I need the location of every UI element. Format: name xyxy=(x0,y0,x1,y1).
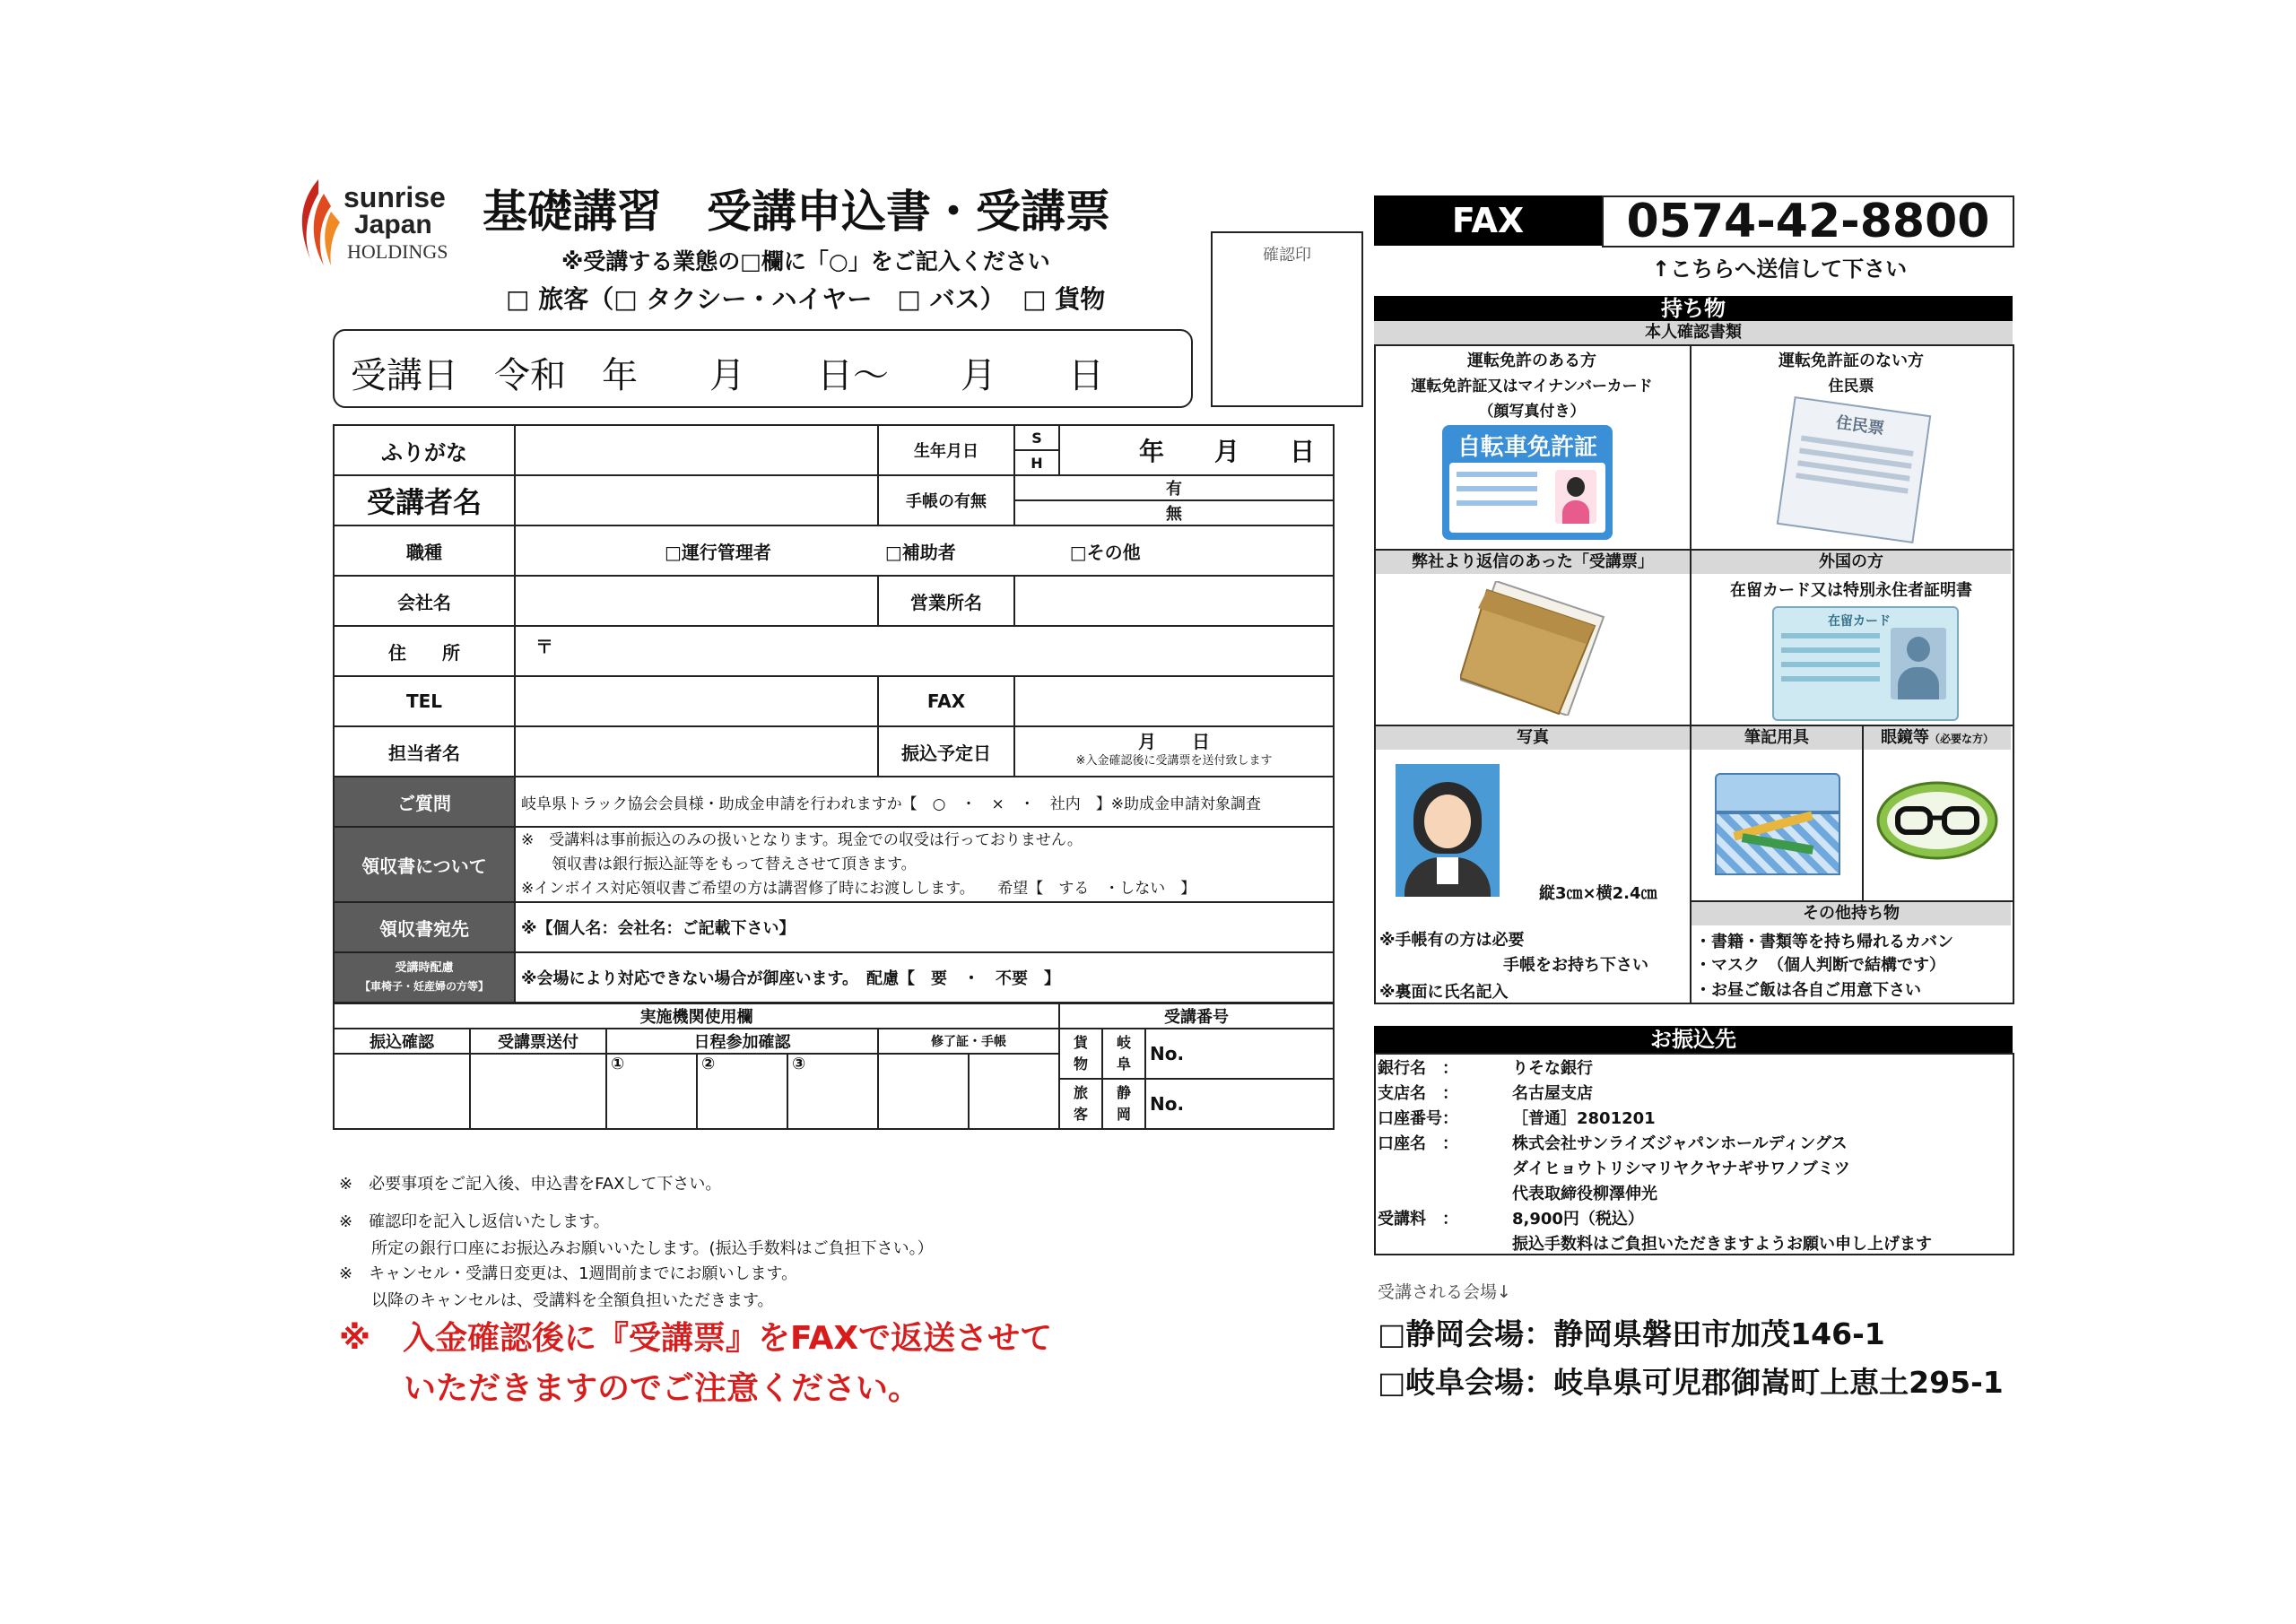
course-date-box xyxy=(333,329,1193,408)
fee-value: 8,900円（税込） xyxy=(1512,1210,1644,1229)
receipt-label: 領収書について xyxy=(334,827,515,902)
instruction-text: ※受講する業態の□欄に「○」をご記入ください xyxy=(561,248,1050,274)
care-label-sub: 【車椅子・妊産婦の方等】 xyxy=(359,980,489,993)
note-1: ※ 必要事項をご記入後、申込書をFAXして下さい。 xyxy=(339,1175,722,1194)
transfer-date-format: 月 日 xyxy=(1138,731,1210,752)
name-label: 受講者名 xyxy=(334,475,515,525)
contact-label: 担当者名 xyxy=(334,726,515,777)
card-line xyxy=(1457,500,1537,506)
juminhyo-illustration xyxy=(1777,396,1932,543)
office-label: 営業所名 xyxy=(878,576,1014,626)
license-desc: 運転免許証又はマイナンバーカード xyxy=(1411,378,1653,395)
card-line xyxy=(1457,486,1537,491)
number-cargo[interactable]: No. xyxy=(1145,1029,1334,1079)
note-2: ※ 確認印を記入し返信いたします。 xyxy=(339,1212,610,1231)
fee-label: 受講料 ： xyxy=(1378,1210,1458,1229)
fee-note: 振込手数料はご負担いただきますようお願い申し上げます xyxy=(1512,1235,1932,1254)
passenger-label: 旅 客 xyxy=(1059,1079,1102,1129)
pencil-case-icon xyxy=(1715,773,1837,873)
nolicense-desc: 住民票 xyxy=(1828,378,1874,395)
branch-label: 支店名 ： xyxy=(1378,1084,1458,1103)
gifu-label: 岐 阜 xyxy=(1102,1029,1145,1079)
confirm-stamp-box xyxy=(1211,231,1363,407)
job-label: 職種 xyxy=(334,525,515,576)
fax-label-bar: FAX xyxy=(1374,195,1602,246)
stationery-title: 筆記用具 xyxy=(1692,726,1862,750)
job-option-assistant[interactable]: □補助者 xyxy=(884,541,956,563)
warning-line-2: いただきますのでご注意ください。 xyxy=(404,1370,921,1407)
shizuoka-label: 静 岡 xyxy=(1102,1079,1145,1129)
other-item-3: ・お昼ご飯は各自ご用意下さい xyxy=(1695,981,1921,1000)
ticket-sent-cell[interactable] xyxy=(470,1054,606,1129)
envelope-icon xyxy=(1460,581,1613,716)
col-schedule-check: 日程参加確認 xyxy=(606,1029,878,1054)
fax-label: FAX xyxy=(878,676,1014,726)
license-card-body xyxy=(1449,463,1605,533)
furigana-input[interactable] xyxy=(515,425,878,475)
card-line xyxy=(1457,472,1537,477)
residence-card-illustration xyxy=(1772,606,1959,721)
other-title: その他持ち物 xyxy=(1692,902,2011,925)
birth-date-input[interactable]: 年 月 日 xyxy=(1059,425,1334,475)
other-item-1: ・書籍・書類等を持ち帰れるカバン xyxy=(1695,933,1953,951)
cargo-label: 貨 物 xyxy=(1059,1029,1102,1079)
account-number: ［普通］2801201 xyxy=(1512,1109,1656,1128)
application-form xyxy=(333,424,1335,1003)
fax-number[interactable]: 0574-42-8800 xyxy=(1602,195,2014,248)
contact-input[interactable] xyxy=(515,726,878,777)
transfer-date-label: 振込予定日 xyxy=(878,726,1014,777)
techo-yes-option[interactable]: 有 xyxy=(1014,475,1334,500)
name-input[interactable] xyxy=(515,475,878,525)
care-input[interactable]: ※会場により対応できない場合が御座います。 配慮【 要 ・ 不要 】 xyxy=(515,952,1334,1003)
license-card-title: 自転車免許証 xyxy=(1457,434,1597,461)
techo-note-3: ※裏面に氏名記入 xyxy=(1379,983,1509,1002)
license-title: 運転免許のある方 xyxy=(1467,352,1596,370)
note-4: ※ キャンセル・受講日変更は、1週間前までにお願いします。 xyxy=(339,1264,798,1283)
schedule-3-cell[interactable]: ③ xyxy=(787,1054,878,1129)
tel-input[interactable] xyxy=(515,676,878,726)
techo-note-2: 手帳をお持ち下さい xyxy=(1503,956,1648,975)
techo-no-option[interactable]: 無 xyxy=(1014,500,1334,525)
job-option-manager[interactable]: □運行管理者 xyxy=(665,541,771,563)
techo-note-1: ※手帳有の方は必要 xyxy=(1379,931,1525,950)
era-h-option[interactable]: H xyxy=(1014,450,1059,475)
juminhyo-label: 住民票 xyxy=(1834,413,1886,439)
receipt-info xyxy=(515,827,1334,902)
col-ticket-sent: 受講票送付 xyxy=(470,1029,606,1054)
care-label xyxy=(334,952,515,1003)
birth-label: 生年月日 xyxy=(878,425,1014,475)
era-s-option[interactable]: S xyxy=(1014,425,1059,450)
holder-name-1: 株式会社サンライズジャパンホールディングス xyxy=(1512,1134,1848,1153)
ticket-title: 弊社より返信のあった「受講票」 xyxy=(1376,551,1690,574)
category-checkboxes[interactable]: □ 旅客（□ タクシー・ハイヤー □ バス） □ 貨物 xyxy=(506,284,1106,314)
glasses-title xyxy=(1864,726,2011,750)
bank-table xyxy=(1378,1055,1932,1255)
page-title: 基礎講習 受講申込書・受講票 xyxy=(483,186,1110,238)
receipt-to-input[interactable]: ※【個人名：会社名：ご記載下さい】 xyxy=(515,902,1334,952)
bank-name-label: 銀行名 ： xyxy=(1378,1059,1458,1078)
foreign-title: 外国の方 xyxy=(1692,551,2011,574)
col-certificate: 修了証・手帳 xyxy=(878,1029,1059,1054)
schedule-1-cell[interactable]: ① xyxy=(606,1054,697,1129)
logo-holdings: HOLDINGS xyxy=(347,240,448,263)
license-desc-2: （顔写真付き） xyxy=(1478,403,1586,421)
venue-gifu[interactable]: □岐阜会場：岐阜県可児郡御嵩町上恵土295-1 xyxy=(1378,1365,2004,1400)
photo-title: 写真 xyxy=(1376,726,1690,750)
license-card-illustration xyxy=(1442,425,1613,540)
holder-name-3: 代表取締役柳澤伸光 xyxy=(1512,1185,1657,1203)
address-input[interactable] xyxy=(515,626,1334,676)
certificate-cell-2[interactable] xyxy=(969,1054,1059,1129)
items-heading: 持ち物 xyxy=(1374,296,2013,321)
confirm-stamp-label: 確認印 xyxy=(1263,246,1311,265)
items-divider-v2 xyxy=(1862,725,1864,900)
person-silhouette-icon xyxy=(1891,628,1946,699)
id-docs-heading: 本人確認書類 xyxy=(1374,321,2013,344)
nolicense-title: 運転免許証のない方 xyxy=(1779,352,1924,370)
transfer-note: ※入金確認後に受講票を送付致します xyxy=(1075,754,1273,768)
receipt-line-3[interactable]: ※インボイス対応領収書ご希望の方は講習修了時にお渡しします。 希望【 する ・しない 】 xyxy=(521,879,1196,898)
tel-label: TEL xyxy=(334,676,515,726)
logo-sunrise: sunrise xyxy=(344,181,446,213)
care-label-main: 受講時配慮 xyxy=(395,961,454,975)
transfer-date-input[interactable] xyxy=(1014,726,1334,777)
transfer-check-cell[interactable] xyxy=(334,1054,470,1129)
admin-heading: 実施機関使用欄 xyxy=(334,1003,1059,1029)
fax-input[interactable] xyxy=(1014,676,1334,726)
holder-label: 口座名 ： xyxy=(1378,1134,1458,1153)
fax-send-note: ↑こちらへ送信して下さい xyxy=(1652,256,1908,282)
number-passenger[interactable]: No. xyxy=(1145,1079,1334,1129)
glasses-label: 眼鏡等 xyxy=(1880,728,1929,747)
schedule-2-cell[interactable]: ② xyxy=(697,1054,787,1129)
id-photo-illustration xyxy=(1396,764,1500,897)
glasses-icon xyxy=(1874,771,2000,870)
warning-line-1: ※ 入金確認後に『受講票』をFAXで返送させて xyxy=(339,1320,1053,1357)
techo-label: 手帳の有無 xyxy=(878,475,1014,525)
job-options[interactable] xyxy=(515,525,1334,576)
company-logo xyxy=(291,176,471,292)
furigana-label: ふりがな xyxy=(334,425,515,475)
residence-card-label: 在留カード xyxy=(1828,614,1891,629)
venue-shizuoka[interactable]: □静岡会場：静岡県磐田市加茂146-1 xyxy=(1378,1316,1885,1351)
account-label: 口座番号： xyxy=(1378,1109,1458,1128)
col-transfer-check: 振込確認 xyxy=(334,1029,470,1054)
address-label: 住 所 xyxy=(334,626,515,676)
note-3: 所定の銀行口座にお振込みお願いいたします。(振込手数料はご負担下さい。） xyxy=(339,1239,934,1258)
job-option-other[interactable]: □その他 xyxy=(1069,541,1141,563)
flame-logo-icon xyxy=(291,176,345,283)
receipt-line-1: ※ 受講料は事前振込のみの扱いとなります。現金での収受は行っておりません。 xyxy=(521,830,1083,849)
bank-name: りそな銀行 xyxy=(1512,1059,1593,1078)
postal-mark: 〒 xyxy=(535,636,553,657)
company-input[interactable] xyxy=(515,576,878,626)
logo-japan: Japan xyxy=(354,210,432,239)
person-photo-icon xyxy=(1555,470,1596,524)
admin-table xyxy=(333,1003,1335,1130)
bank-heading: お振込先 xyxy=(1374,1026,2013,1053)
glasses-note: （必要な方） xyxy=(1928,733,1994,745)
photo-size: 縦3㎝×横2.4㎝ xyxy=(1539,884,1657,903)
course-date-text[interactable]: 受講日 令和 年 月 日〜 月 日 xyxy=(351,355,1104,396)
number-heading: 受講番号 xyxy=(1059,1003,1334,1029)
question-text[interactable]: 岐阜県トラック協会会員様・助成金申請を行われますか【 ○ ・ × ・ 社内 】※助成金申請対象調査 xyxy=(515,777,1334,827)
company-label: 会社名 xyxy=(334,576,515,626)
foreign-desc: 在留カード又は特別永住者証明書 xyxy=(1730,581,1972,600)
office-input[interactable] xyxy=(1014,576,1334,626)
other-item-2: ・マスク （個人判断で結構です） xyxy=(1695,956,1945,975)
holder-name-2: ダイヒョウトリシマリヤクヤナギサワノブミツ xyxy=(1512,1159,1850,1178)
receipt-line-2: 領収書は銀行振込証等をもって替えさせて頂きます。 xyxy=(521,855,917,873)
venue-caption: 受講される会場↓ xyxy=(1378,1282,1511,1302)
certificate-cell-1[interactable] xyxy=(878,1054,969,1129)
note-5: 以降のキャンセルは、受講料を全額負担いただきます。 xyxy=(339,1291,774,1310)
receipt-to-label: 領収書宛先 xyxy=(334,902,515,952)
question-label: ご質問 xyxy=(334,777,515,827)
branch-name: 名古屋支店 xyxy=(1512,1084,1593,1103)
